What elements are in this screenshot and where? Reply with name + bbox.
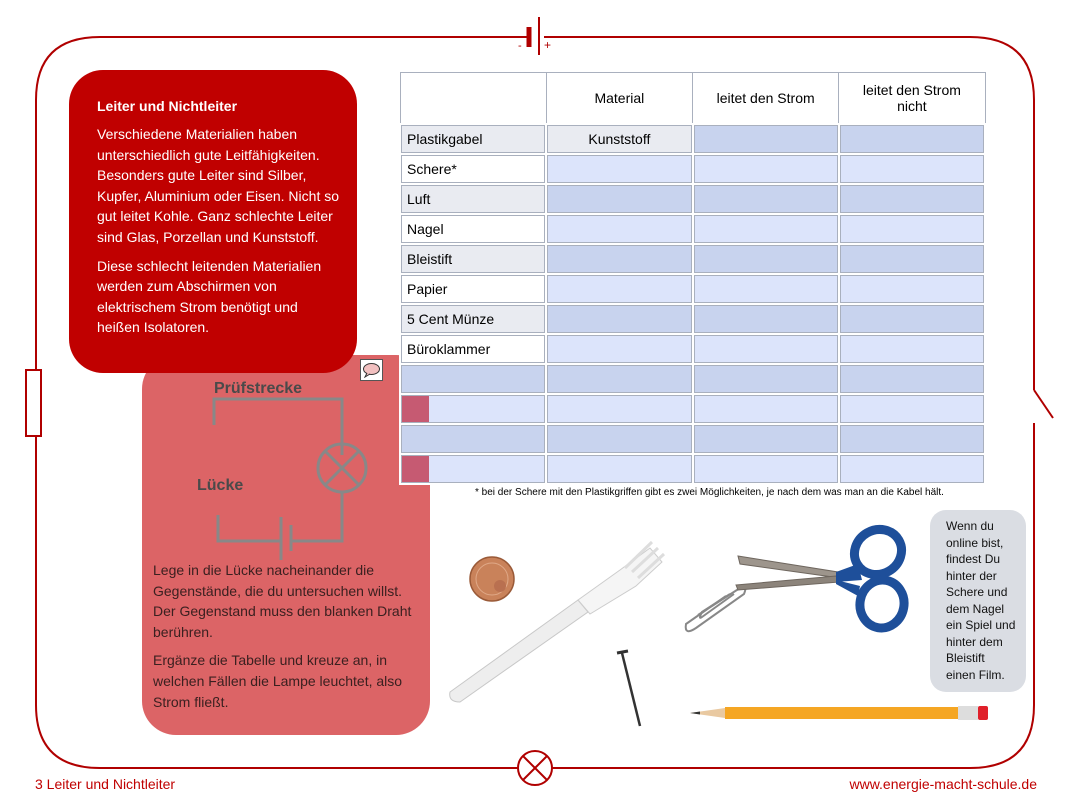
object-cell bbox=[400, 454, 546, 484]
info-title: Leiter und Nichtleiter bbox=[97, 98, 238, 114]
table-header-row bbox=[400, 73, 985, 124]
online-hint-line: hinter dem bbox=[946, 634, 1003, 649]
conducts-cell[interactable] bbox=[693, 184, 839, 214]
object-cell: 5 Cent Münze bbox=[400, 304, 546, 334]
object-cell: Schere* bbox=[400, 154, 546, 184]
object-cell bbox=[400, 364, 546, 394]
not-conducts-cell[interactable] bbox=[839, 124, 985, 154]
table-row bbox=[400, 454, 985, 484]
info-paragraph-2: Diese schlecht leitenden Materialien werden zum Abschirmen von elektrischem Strom benötigt und heißen Isolatoren. bbox=[97, 257, 322, 336]
table-row bbox=[400, 184, 985, 214]
online-hint-line: findest Du bbox=[946, 552, 1001, 566]
conducts-cell[interactable] bbox=[693, 454, 839, 484]
table-header-conducts: leitet den Strom bbox=[693, 73, 839, 124]
conducts-cell[interactable] bbox=[693, 214, 839, 244]
circuit-label-pruefstrecke: Prüfstrecke bbox=[214, 380, 303, 397]
not-conducts-cell[interactable] bbox=[839, 394, 985, 424]
table-row bbox=[400, 364, 985, 394]
footer-website-link[interactable]: www.energie-macht-schule.de bbox=[849, 776, 1037, 792]
material-cell[interactable] bbox=[546, 364, 692, 394]
conducts-cell[interactable] bbox=[693, 334, 839, 364]
info-paragraph-1: Verschiedene Materialien haben unterschiedlich gute Leitfähigkeiten. Besonders gute Leiter sind Silber, Kupfer, Aluminium oder Eisen. Nicht so gut leitet Kohle. Ganz schlechte Leiter sind Glas, Porzellan und Kunststoff. bbox=[97, 126, 340, 245]
online-hint-line: Wenn du bbox=[946, 519, 994, 533]
not-conducts-cell[interactable] bbox=[839, 214, 985, 244]
object-cell: Luft bbox=[400, 184, 546, 214]
table-header-not-conducts: leitet den Strom nicht bbox=[839, 73, 985, 124]
online-hint-line: einen Film. bbox=[946, 667, 1005, 682]
online-hint-line: hinter der bbox=[946, 568, 997, 583]
material-cell[interactable] bbox=[546, 304, 692, 334]
task-paragraph-1: Lege in die Lücke nacheinander die Gegenstände, die du untersuchen willst. Der Gegenstand muss den blanken Draht berühren. bbox=[153, 562, 412, 640]
comment-button[interactable] bbox=[360, 359, 383, 381]
object-cell: Büroklammer bbox=[400, 334, 546, 364]
not-conducts-cell[interactable] bbox=[839, 424, 985, 454]
table-row bbox=[400, 244, 985, 274]
not-conducts-cell[interactable] bbox=[839, 364, 985, 394]
table-row bbox=[400, 304, 985, 334]
svg-text:+: + bbox=[544, 38, 552, 52]
online-hint-line: dem Nagel bbox=[946, 601, 1005, 616]
table-row bbox=[400, 394, 985, 424]
task-text bbox=[153, 560, 423, 720]
not-conducts-cell[interactable] bbox=[839, 334, 985, 364]
not-conducts-cell[interactable] bbox=[839, 154, 985, 184]
conducts-cell[interactable] bbox=[693, 394, 839, 424]
paperclip-image bbox=[686, 587, 746, 631]
material-cell[interactable]: Kunststoff bbox=[546, 124, 692, 154]
object-cell: Bleistift bbox=[400, 244, 546, 274]
table-row bbox=[400, 124, 985, 154]
material-cell[interactable] bbox=[546, 154, 692, 184]
not-conducts-cell[interactable] bbox=[839, 244, 985, 274]
not-conducts-cell[interactable] bbox=[839, 304, 985, 334]
coin-image bbox=[470, 557, 514, 601]
object-cell: Nagel bbox=[400, 214, 546, 244]
object-cell bbox=[400, 394, 546, 424]
footer-title: 3 Leiter und Nichtleiter bbox=[35, 776, 176, 792]
material-cell[interactable] bbox=[546, 244, 692, 274]
table-row bbox=[400, 334, 985, 364]
material-cell[interactable] bbox=[546, 274, 692, 304]
material-cell[interactable] bbox=[546, 424, 692, 454]
material-cell[interactable] bbox=[546, 394, 692, 424]
conducts-cell[interactable] bbox=[693, 154, 839, 184]
table-row bbox=[400, 274, 985, 304]
online-hint-line: online bist, bbox=[946, 535, 1004, 550]
conducts-cell[interactable] bbox=[693, 244, 839, 274]
svg-text:-: - bbox=[518, 40, 522, 52]
object-cell: Papier bbox=[400, 274, 546, 304]
table-header-cell bbox=[400, 73, 546, 124]
material-cell[interactable] bbox=[546, 184, 692, 214]
table-row bbox=[400, 154, 985, 184]
table-footnote: * bei der Schere mit den Plastikgriffen gibt es zwei Möglichkeiten, je nach dem was man an die Kabel hält. bbox=[475, 487, 944, 498]
conducts-cell[interactable] bbox=[693, 274, 839, 304]
object-cell: Plastikgabel bbox=[400, 124, 546, 154]
material-cell[interactable] bbox=[546, 334, 692, 364]
material-cell[interactable] bbox=[546, 454, 692, 484]
not-conducts-cell[interactable] bbox=[839, 274, 985, 304]
conducts-cell[interactable] bbox=[693, 124, 839, 154]
scissors-image bbox=[736, 521, 910, 632]
online-hint-line: ein Spiel und bbox=[946, 618, 1016, 632]
conducts-cell[interactable] bbox=[693, 304, 839, 334]
task-box bbox=[142, 355, 430, 735]
speech-bubble-icon bbox=[362, 362, 381, 378]
conducts-cell[interactable] bbox=[693, 424, 839, 454]
objects-illustration bbox=[440, 520, 1000, 740]
info-box bbox=[69, 70, 357, 373]
online-hint-line: Bleistift bbox=[946, 651, 985, 665]
online-hint-box bbox=[930, 510, 1026, 692]
table-header-material: Material bbox=[546, 73, 692, 124]
lamp-symbol bbox=[518, 751, 552, 785]
material-table bbox=[399, 72, 986, 485]
table-row bbox=[400, 424, 985, 454]
not-conducts-cell[interactable] bbox=[839, 184, 985, 214]
circuit-label-luecke: Lücke bbox=[197, 477, 244, 494]
conducts-cell[interactable] bbox=[693, 364, 839, 394]
not-conducts-cell[interactable] bbox=[839, 454, 985, 484]
nail-image bbox=[617, 651, 640, 726]
object-cell bbox=[400, 424, 546, 454]
material-cell[interactable] bbox=[546, 214, 692, 244]
task-paragraph-2: Ergänze die Tabelle und kreuze an, in welchen Fällen die Lampe leuchtet, also Strom fließt. bbox=[153, 652, 403, 710]
online-hint-line: Schere und bbox=[946, 585, 1008, 599]
pencil-image bbox=[690, 706, 988, 720]
table-row bbox=[400, 214, 985, 244]
